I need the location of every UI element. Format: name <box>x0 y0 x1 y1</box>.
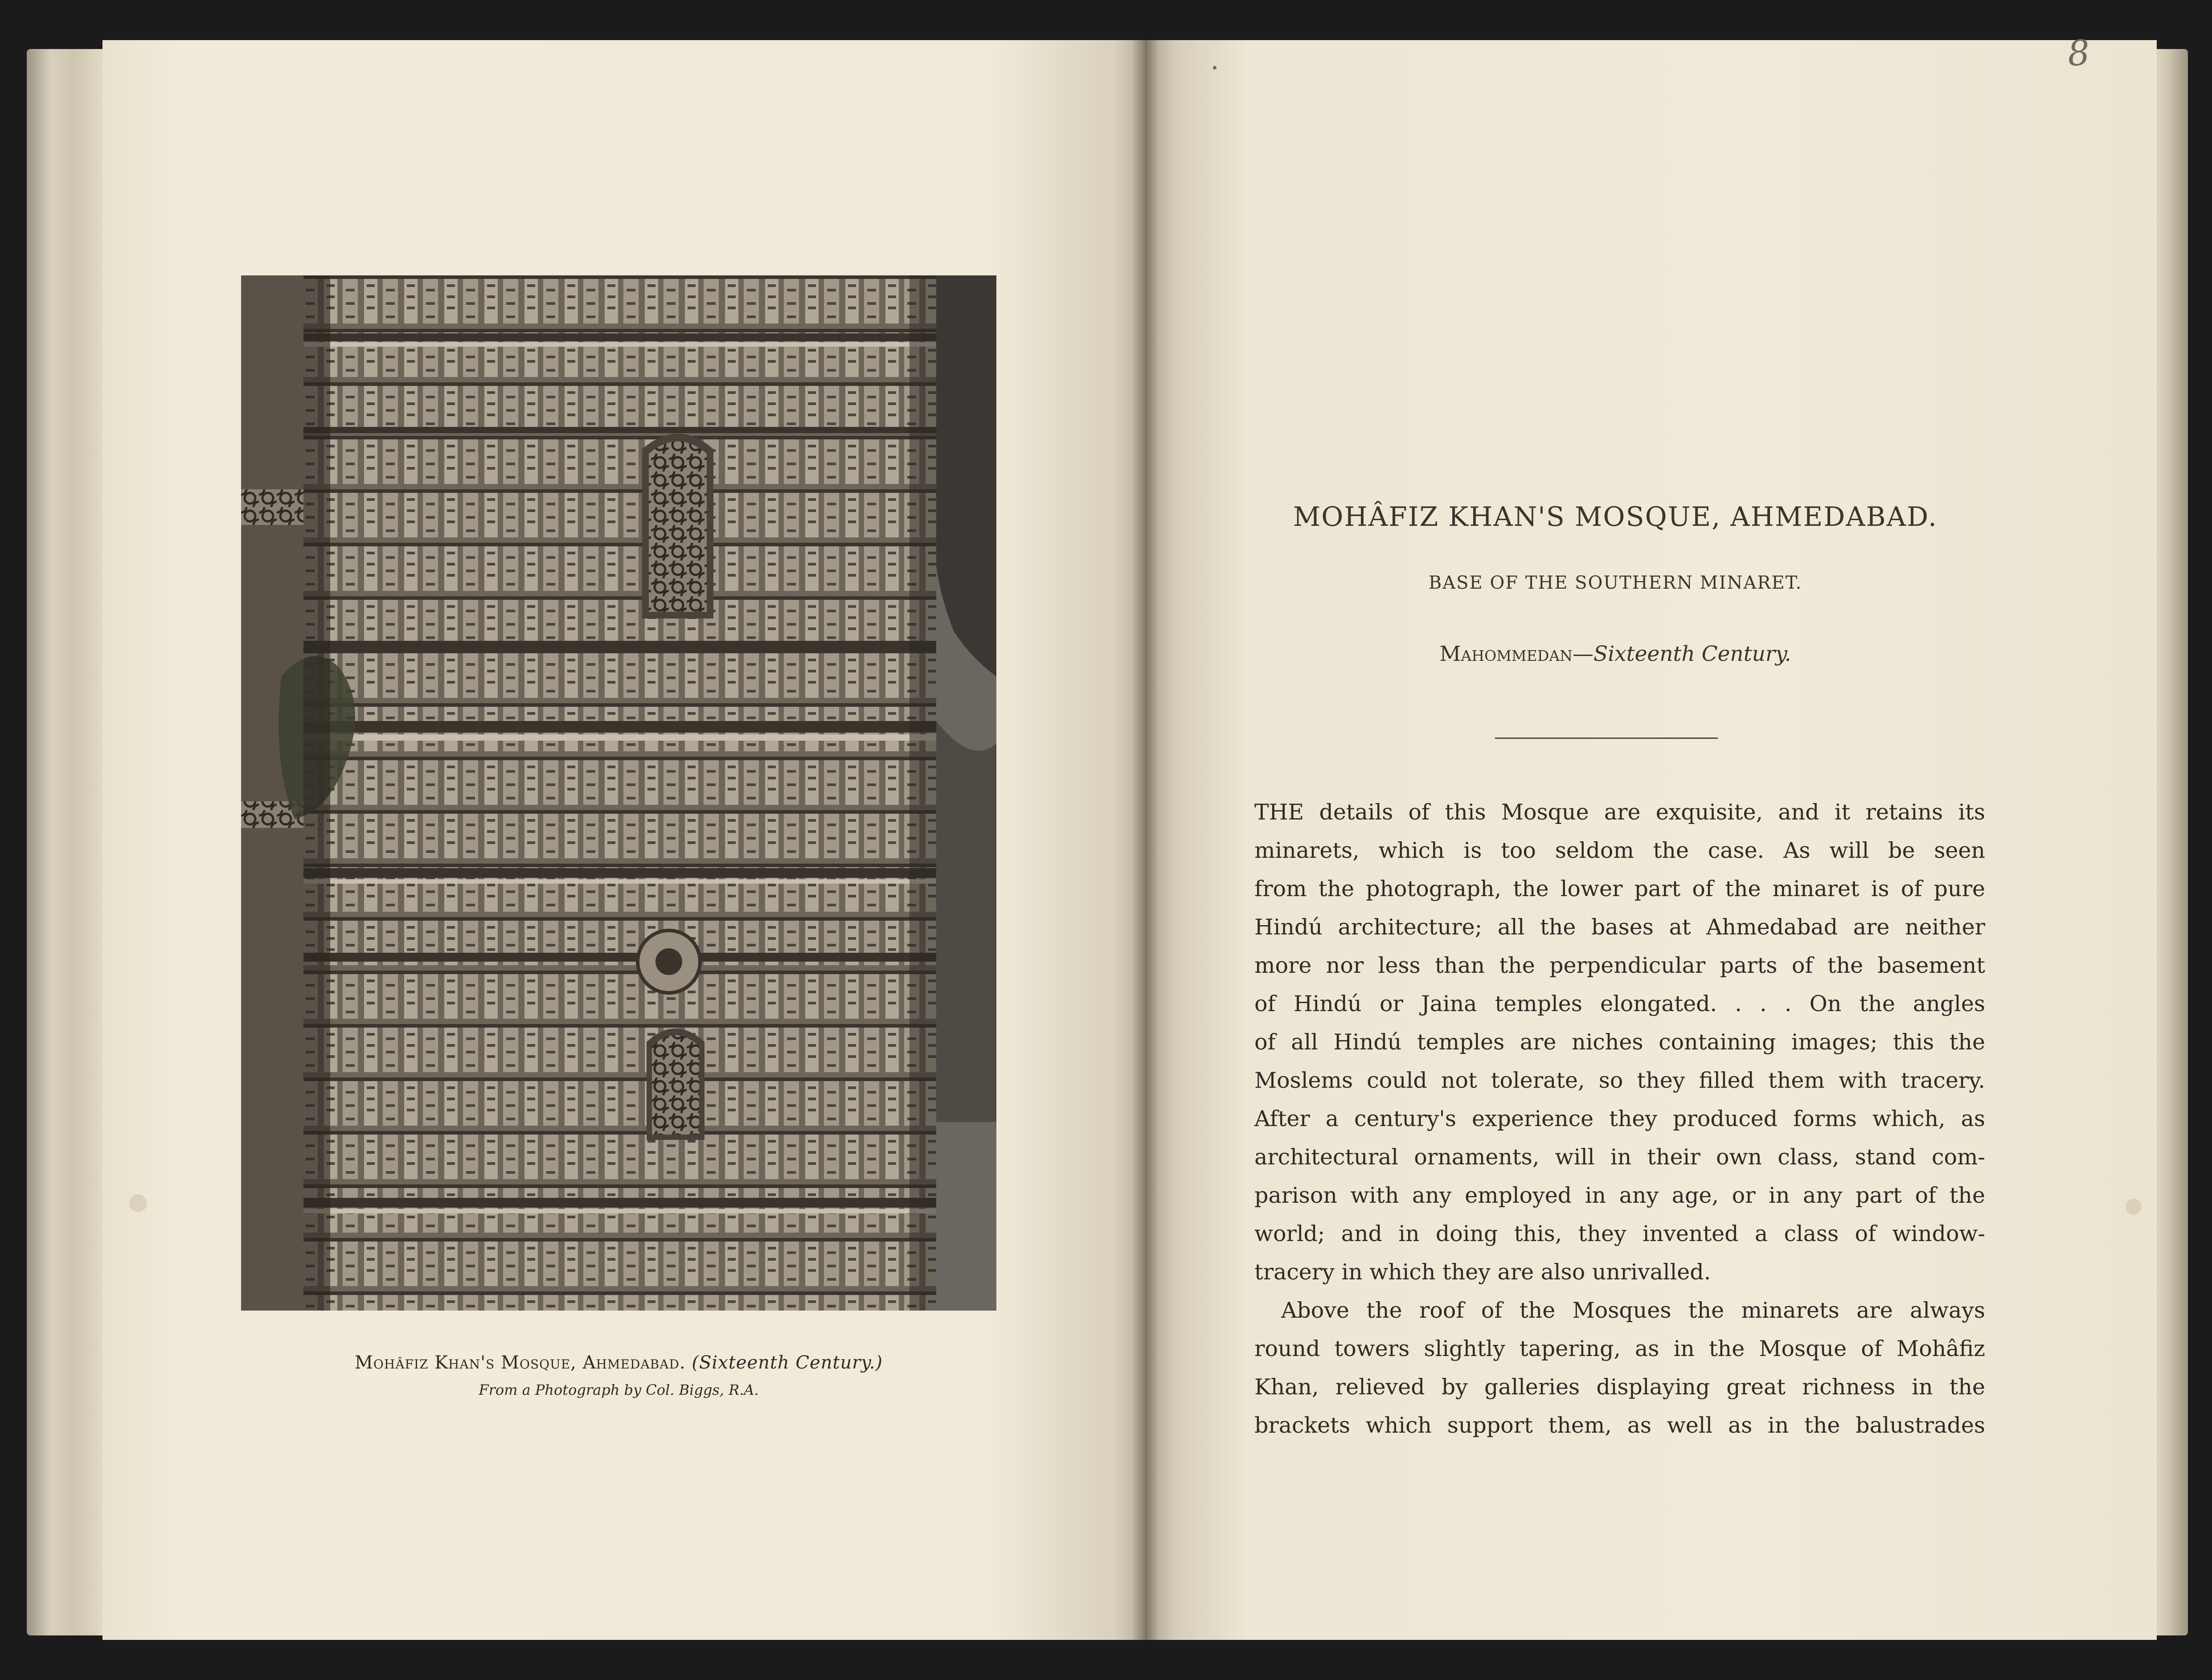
photo-credit: From a Photograph by Col. Biggs, R.A. <box>479 1381 759 1398</box>
body-line: brackets which support them, as well as in the balustrades <box>1254 1413 1985 1438</box>
body-line: Khan, relieved by galleries displaying great richness in the <box>1254 1374 1985 1400</box>
left-page-edges <box>27 49 107 1635</box>
body-line: from the photograph, the lower part of the minaret is of pure <box>1254 876 1985 901</box>
body-line: Moslems could not tolerate, so they filled them with tracery. <box>1254 1068 1985 1093</box>
body-line: more nor less than the perpendicular parts of the basement <box>1254 953 1985 978</box>
style-label: Mahommedan <box>1439 642 1573 666</box>
minaret-photograph <box>241 275 996 1311</box>
style-century: Sixteenth Century. <box>1593 642 1791 666</box>
page-number: 8 <box>2066 33 2091 74</box>
style-period <box>1221 642 2010 666</box>
body-line: minarets, which is too seldom the case. As will be seen <box>1254 838 1985 863</box>
body-line: Hindú architecture; all the bases at Ahmedabad are neither <box>1254 914 1985 940</box>
body-line: of Hindú or Jaina temples elongated. . . . On the angles <box>1254 991 1985 1016</box>
body-line: architectural ornaments, will in their own class, stand com- <box>1254 1144 1985 1170</box>
body-line: of all Hindú temples are niches containing images; this the <box>1254 1029 1985 1055</box>
body-line: world; and in doing this, they invented a class of window- <box>1254 1221 1985 1246</box>
body-line: Above the roof of the Mosques the minarets are always <box>1281 1298 1985 1323</box>
body-line: parison with any employed in any age, or in any part of the <box>1254 1183 1985 1208</box>
body-line: tracery in which they are also unrivalled. <box>1254 1259 1711 1285</box>
book-gutter <box>1132 40 1159 1640</box>
caption-title: Mohâfiz Khan's Mosque, Ahmedabad. <box>354 1352 686 1373</box>
style-dash: — <box>1573 642 1594 666</box>
page-subtitle: BASE OF THE SOUTHERN MINARET. <box>1428 573 1802 593</box>
caption-period: (Sixteenth Century.) <box>692 1352 883 1373</box>
body-text <box>1254 793 1985 1445</box>
body-line: After a century's experience they produced forms which, as <box>1254 1106 1985 1131</box>
ink-dot <box>1213 66 1217 70</box>
photo-caption <box>241 1352 996 1373</box>
section-divider <box>1495 738 1718 739</box>
foxing-stain <box>129 1194 147 1212</box>
body-line: round towers slightly tapering, as in the Mosque of Mohâfiz <box>1254 1336 1985 1361</box>
page-title: MOHÂFIZ KHAN'S MOSQUE, AHMEDABAD. <box>1293 501 1938 533</box>
foxing-stain <box>2126 1199 2142 1215</box>
body-line: THE details of this Mosque are exquisite, and it retains its <box>1254 799 1985 825</box>
